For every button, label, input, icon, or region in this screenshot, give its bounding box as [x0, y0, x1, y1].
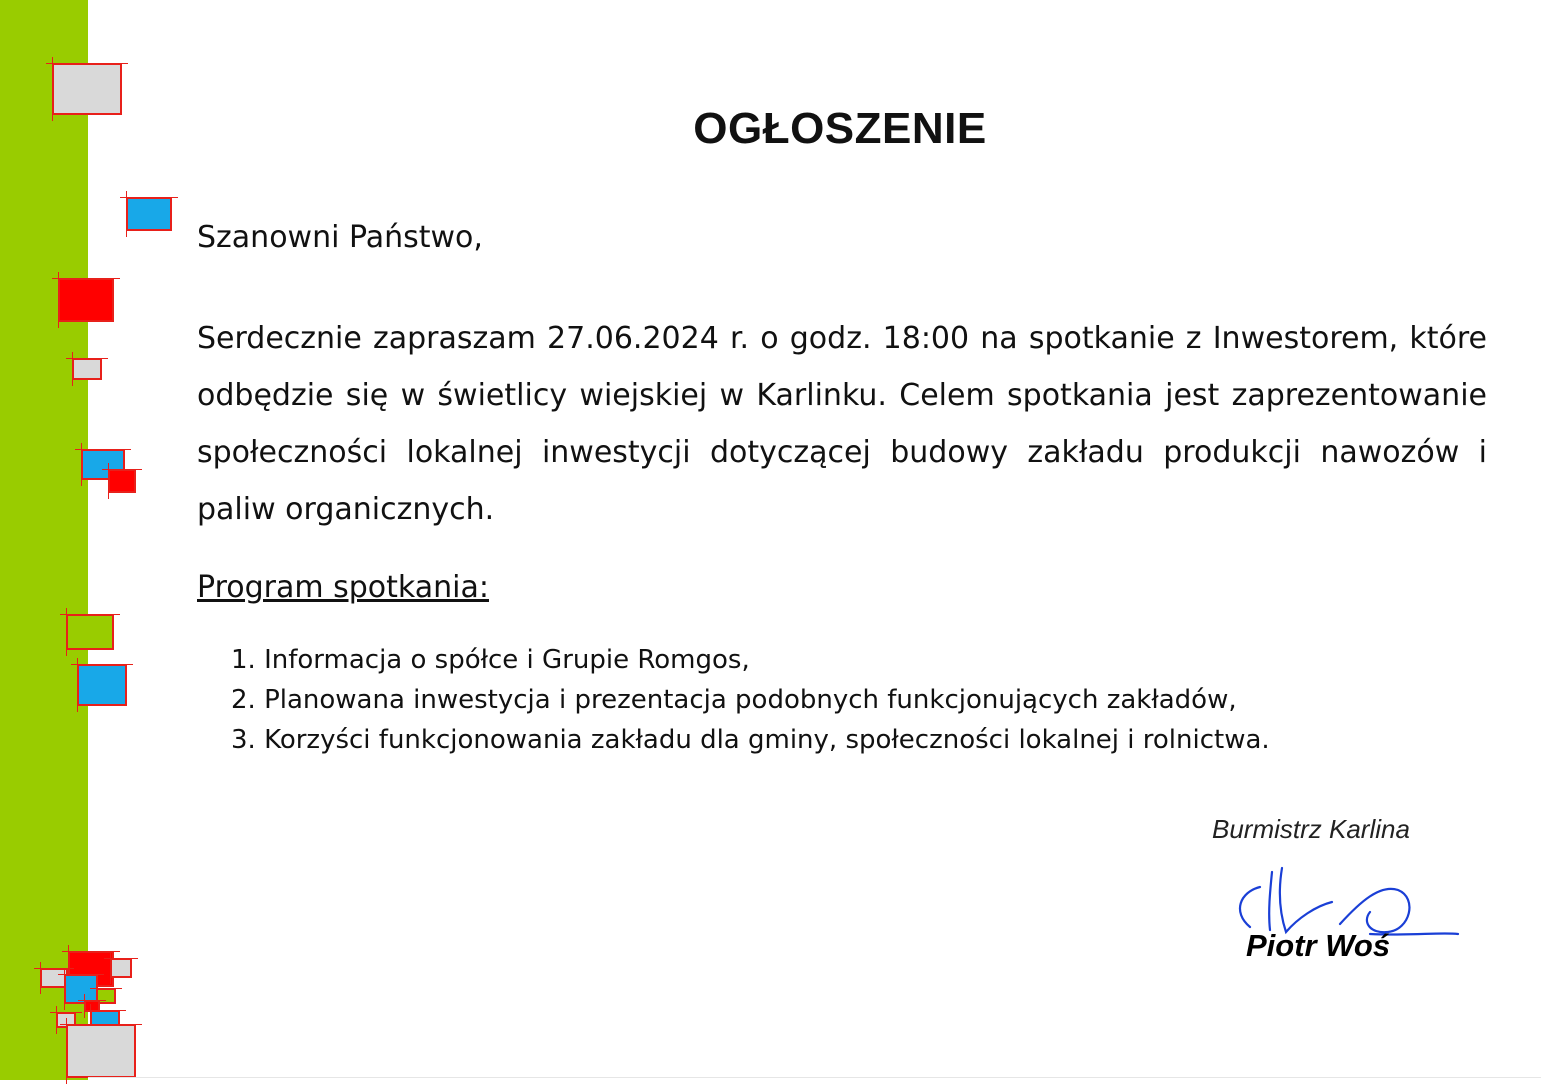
deco-square	[77, 664, 127, 706]
signature-name: Piotr Woś	[1246, 928, 1391, 963]
deco-square	[110, 958, 132, 978]
program-item: 2. Planowana inwestycja i prezentacja podobnych funkcjonujących zakładów,	[231, 685, 1237, 715]
decorative-squares	[0, 0, 200, 1080]
signature-role: Burmistrz Karlina	[1212, 814, 1410, 844]
greeting: Szanowni Państwo,	[197, 220, 483, 255]
handwritten-signature	[1220, 832, 1460, 942]
signature-block	[1180, 812, 1480, 982]
deco-square	[126, 197, 172, 231]
program-item: 3. Korzyści funkcjonowania zakładu dla gminy, społeczności lokalnej i rolnictwa.	[231, 725, 1270, 755]
program-list	[231, 640, 1270, 760]
deco-square	[52, 63, 122, 115]
deco-square	[108, 469, 136, 493]
deco-square	[72, 358, 102, 380]
deco-square	[58, 278, 114, 322]
deco-square	[66, 1024, 136, 1078]
program-item: 1. Informacja o spółce i Grupie Romgos,	[231, 645, 750, 675]
program-heading: Program spotkania:	[197, 570, 489, 605]
bottom-divider	[88, 1077, 1541, 1078]
deco-square	[66, 614, 114, 650]
announcement-title: OGŁOSZENIE	[693, 104, 987, 153]
invitation-paragraph: Serdecznie zapraszam 27.06.2024 r. o godz. 18:00 na spotkanie z Inwestorem, które odbędzie się w świetlicy wiejskiej w Karlinku. Celem spotkania jest zaprezentowanie społeczności lokalnej inwestycji dotyczącej budowy zakładu produkcji nawozów i paliw organicznych.	[197, 321, 1487, 527]
